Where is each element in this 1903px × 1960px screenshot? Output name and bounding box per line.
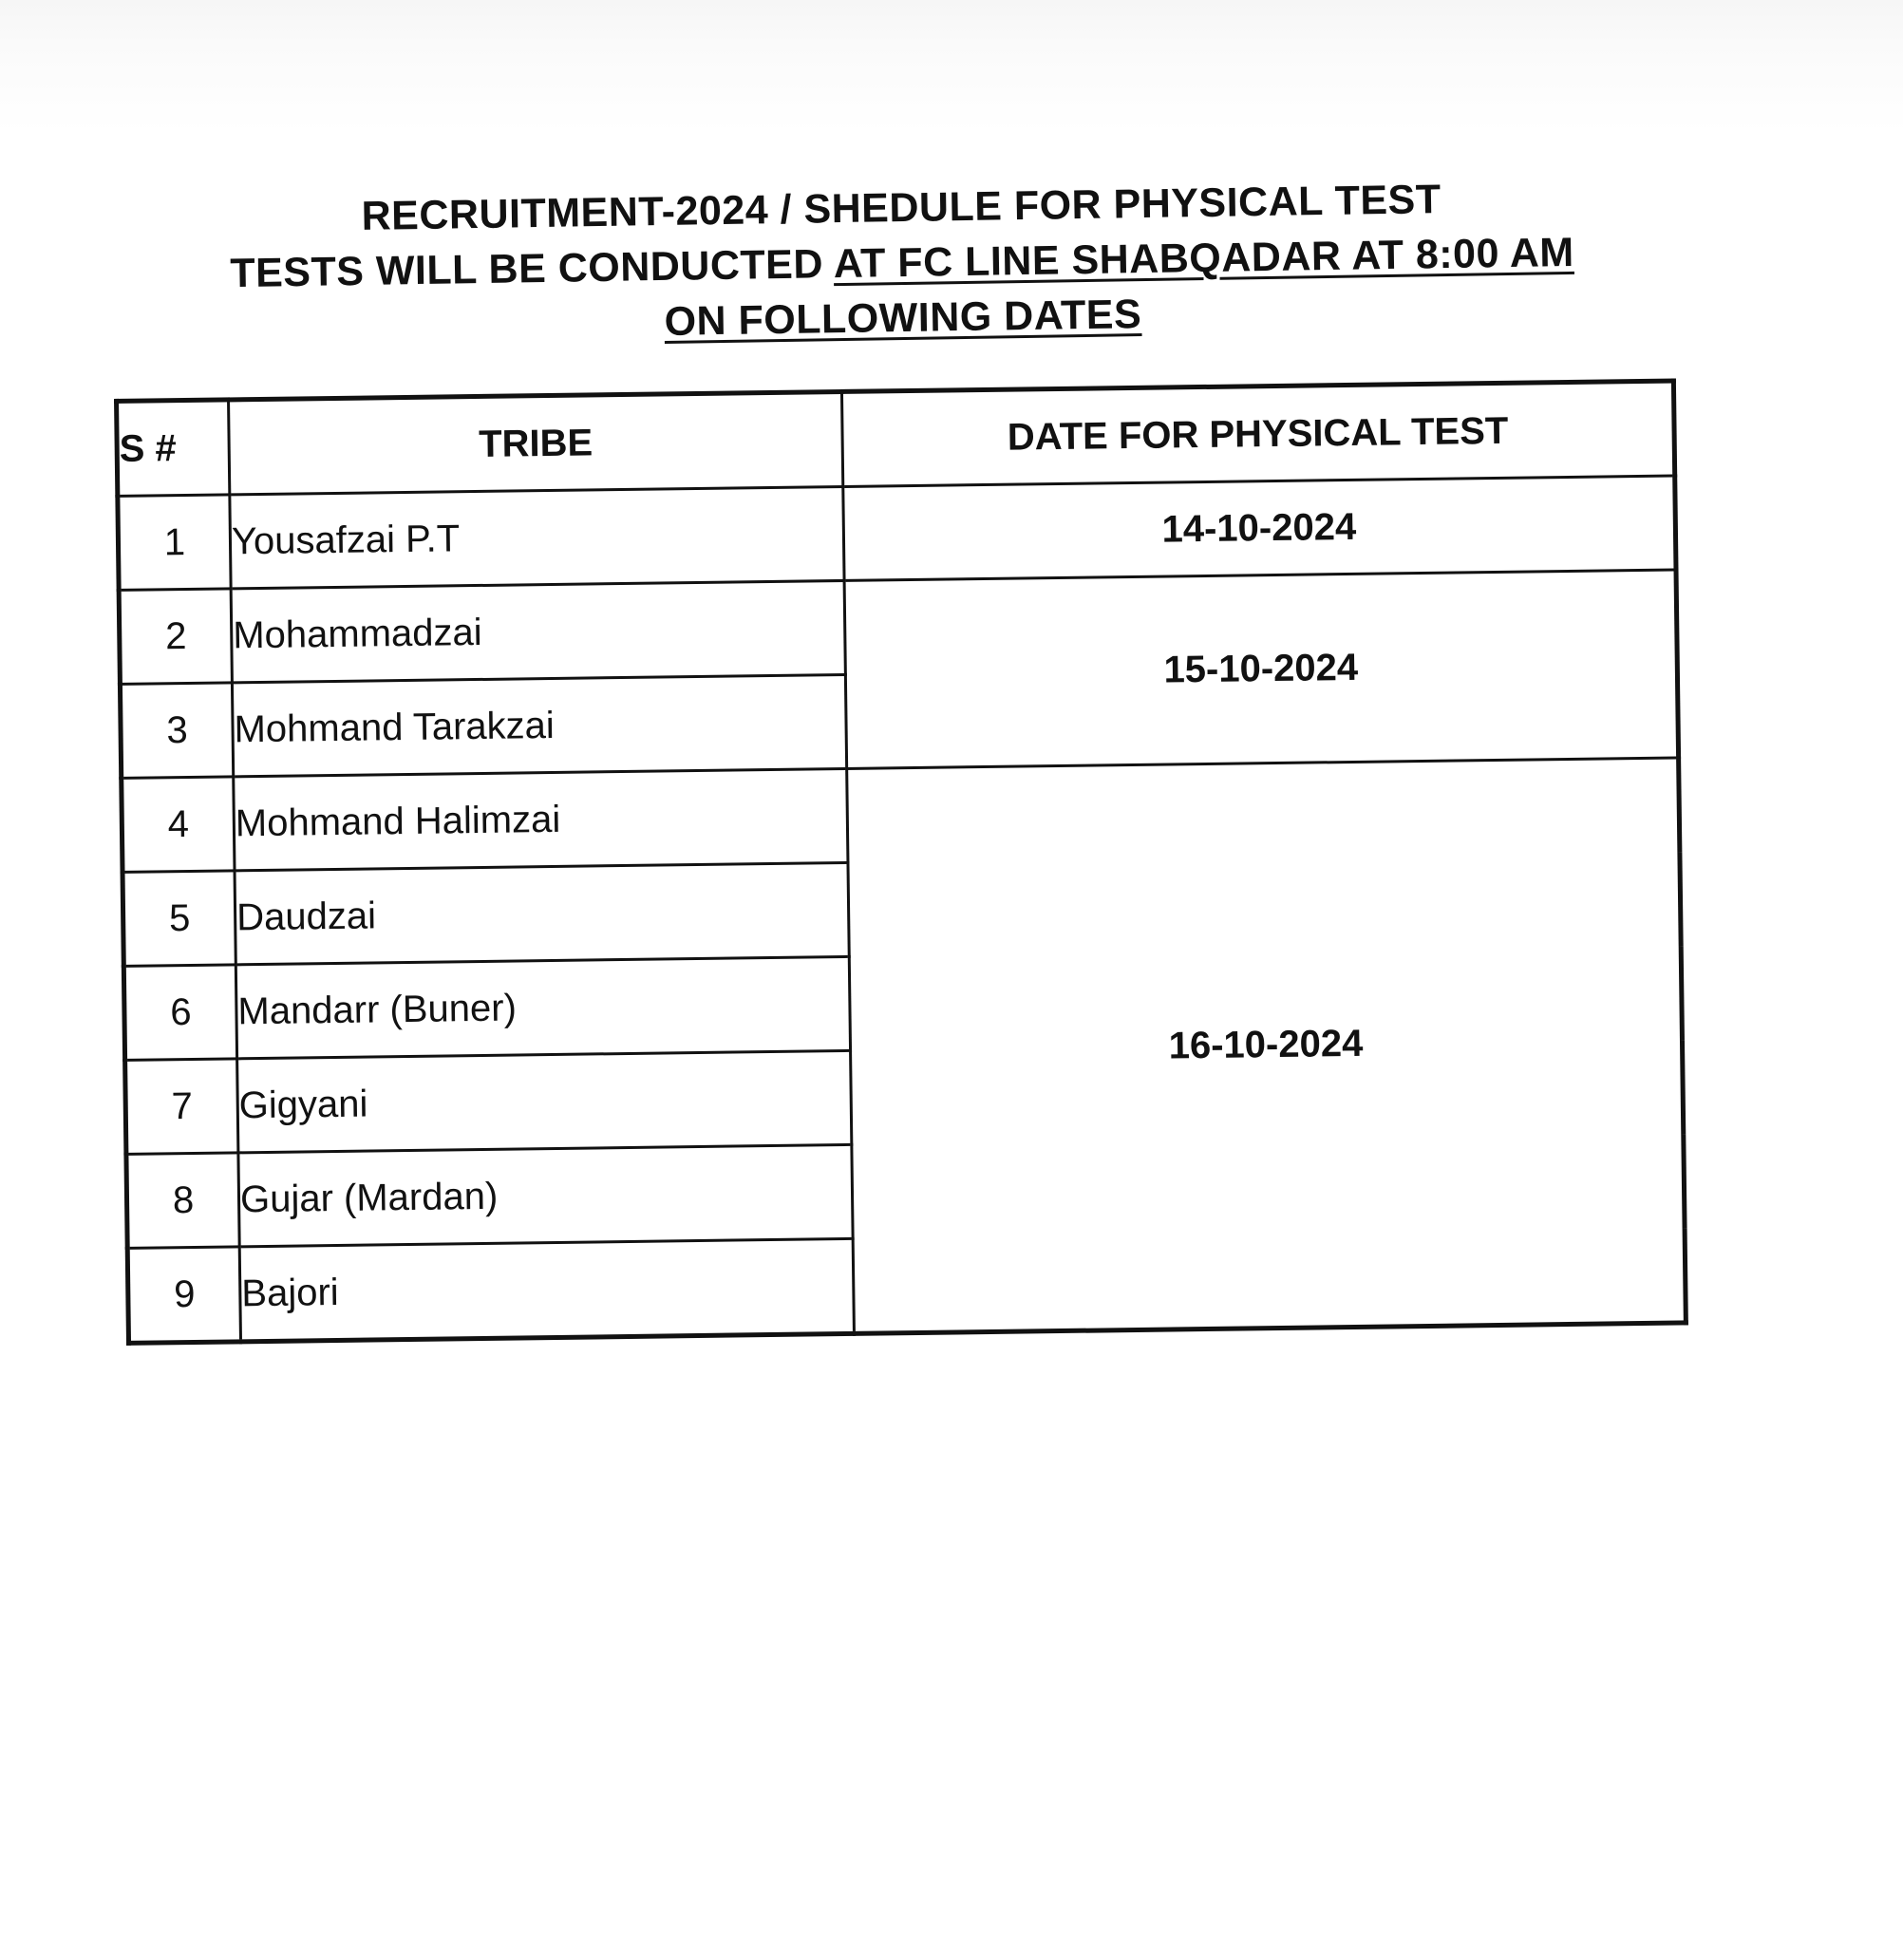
header-date-for-physical-test: DATE FOR PHYSICAL TEST	[841, 381, 1674, 486]
row-tribe: Yousafzai P.T	[230, 486, 844, 588]
header-serial-number: S #	[117, 400, 230, 497]
test-date-cell: 15-10-2024	[844, 570, 1679, 768]
schedule-table-container	[114, 379, 1684, 1346]
row-tribe: Mohammadzai	[231, 580, 845, 682]
heading-line-2-plain: TESTS WILL BE CONDUCTED	[229, 241, 835, 297]
document-heading	[141, 168, 1664, 357]
row-serial-number: 9	[127, 1247, 240, 1344]
test-date-cell: 16-10-2024	[847, 758, 1686, 1333]
heading-line-2-underlined: AT FC LINE SHABQADAR AT 8:00 AM	[833, 229, 1575, 288]
row-tribe: Gujar (Mardan)	[238, 1144, 853, 1246]
test-date-cell: 14-10-2024	[843, 476, 1676, 580]
row-serial-number: 5	[122, 871, 236, 967]
row-tribe: Mohmand Halimzai	[234, 768, 848, 870]
table-row	[119, 570, 1677, 684]
row-tribe: Daudzai	[235, 862, 849, 964]
row-serial-number: 6	[123, 965, 236, 1061]
heading-line-1: RECRUITMENT-2024 / SHEDULE FOR PHYSICAL TEST	[361, 177, 1441, 239]
row-serial-number: 1	[118, 495, 231, 591]
row-tribe: Gigyani	[237, 1050, 852, 1152]
row-serial-number: 3	[120, 683, 233, 779]
schedule-table	[114, 378, 1688, 1345]
row-serial-number: 7	[125, 1059, 238, 1155]
heading-line-3-underlined: ON FOLLOWING DATES	[664, 292, 1142, 345]
row-tribe: Bajori	[239, 1238, 854, 1341]
row-serial-number: 2	[119, 589, 232, 685]
row-serial-number: 8	[126, 1153, 239, 1249]
row-tribe: Mandarr (Buner)	[236, 956, 850, 1058]
row-serial-number: 4	[122, 777, 235, 873]
table-row	[122, 758, 1680, 872]
row-tribe: Mohmand Tarakzai	[232, 674, 846, 776]
header-tribe: TRIBE	[229, 391, 843, 494]
